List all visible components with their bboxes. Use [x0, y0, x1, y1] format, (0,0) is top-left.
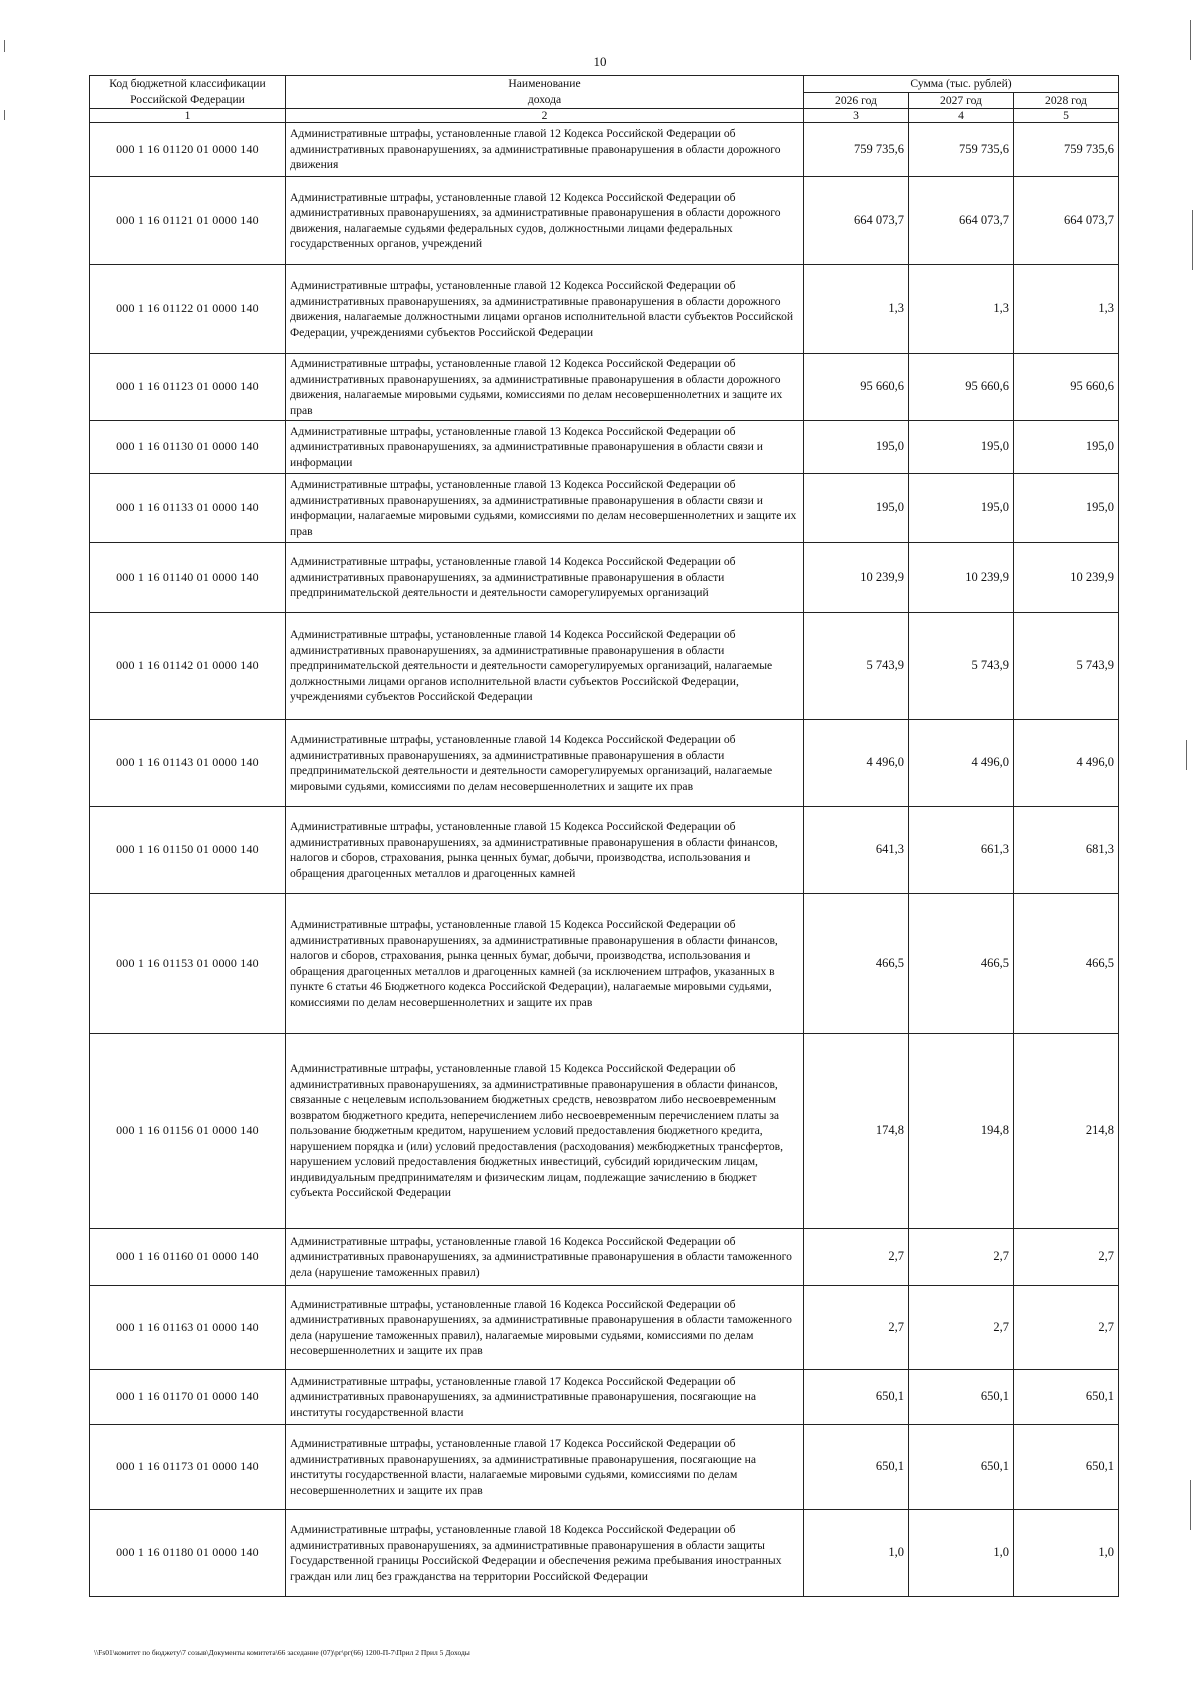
col-number: 2: [286, 109, 804, 123]
row-code: 000 1 16 01121 01 0000 140: [90, 177, 286, 265]
row-value-2027: 10 239,9: [909, 543, 1014, 613]
table-row: [90, 894, 1119, 1034]
row-name: Административные штрафы, установленные главой 13 Кодекса Российской Федерации об административных правонарушениях, за административные правонарушения в области связи и информации: [286, 421, 804, 474]
row-value-2026: 759 735,6: [804, 123, 909, 177]
row-value-2028: 1,3: [1014, 265, 1119, 354]
row-code: 000 1 16 01156 01 0000 140: [90, 1034, 286, 1229]
row-value-2027: 1,3: [909, 265, 1014, 354]
row-code: 000 1 16 01140 01 0000 140: [90, 543, 286, 613]
row-code: 000 1 16 01130 01 0000 140: [90, 421, 286, 474]
row-value-2026: 95 660,6: [804, 354, 909, 421]
row-code: 000 1 16 01133 01 0000 140: [90, 474, 286, 543]
header-year-2026: 2026 год: [804, 92, 909, 109]
row-name: Административные штрафы, установленные главой 16 Кодекса Российской Федерации об административных правонарушениях, за административные правонарушения в области таможенного дела (нарушение таможенных правил), налагаемые мировыми судьями, комиссиями по делам несовершеннолетних и защите их прав: [286, 1286, 804, 1370]
row-name: Административные штрафы, установленные главой 12 Кодекса Российской Федерации об административных правонарушениях, за административные правонарушения в области дорожного движения, налагаемые мировыми судьями, комиссиями по делам несовершеннолетних и защите их прав: [286, 354, 804, 421]
row-name: Административные штрафы, установленные главой 17 Кодекса Российской Федерации об административных правонарушениях, за административные правонарушения, посягающие на институты государственной власти, налагаемые мировыми судьями, комиссиями по делам несовершеннолетних и защите их прав: [286, 1425, 804, 1510]
row-code: 000 1 16 01143 01 0000 140: [90, 720, 286, 807]
header-code: Код бюджетной классификации Российской Федерации: [90, 76, 286, 109]
row-code: 000 1 16 01150 01 0000 140: [90, 807, 286, 894]
header-sum: Сумма (тыс. рублей): [804, 76, 1119, 93]
row-value-2026: 1,0: [804, 1510, 909, 1597]
row-name: Административные штрафы, установленные главой 14 Кодекса Российской Федерации об административных правонарушениях, за административные правонарушения в области предпринимательской деятельности и деятельности саморегулируемых организаций: [286, 543, 804, 613]
row-code: 000 1 16 01180 01 0000 140: [90, 1510, 286, 1597]
row-value-2026: 650,1: [804, 1425, 909, 1510]
table-row: [90, 1286, 1119, 1370]
scan-artifact-right: [1186, 740, 1187, 770]
scan-artifact-right: [1192, 210, 1193, 270]
row-value-2026: 664 073,7: [804, 177, 909, 265]
row-value-2026: 4 496,0: [804, 720, 909, 807]
table-row: [90, 474, 1119, 543]
row-value-2027: 5 743,9: [909, 613, 1014, 720]
row-value-2027: 1,0: [909, 1510, 1014, 1597]
row-value-2027: 664 073,7: [909, 177, 1014, 265]
row-value-2027: 2,7: [909, 1229, 1014, 1286]
header-name-line2: дохода: [527, 92, 562, 106]
row-value-2028: 214,8: [1014, 1034, 1119, 1229]
row-value-2028: 759 735,6: [1014, 123, 1119, 177]
table-row: [90, 123, 1119, 177]
row-value-2026: 10 239,9: [804, 543, 909, 613]
row-code: 000 1 16 01163 01 0000 140: [90, 1286, 286, 1370]
row-value-2026: 650,1: [804, 1370, 909, 1425]
col-number: 3: [804, 109, 909, 123]
table-row: [90, 265, 1119, 354]
row-value-2028: 195,0: [1014, 421, 1119, 474]
row-value-2028: 2,7: [1014, 1229, 1119, 1286]
row-name: Административные штрафы, установленные главой 14 Кодекса Российской Федерации об административных правонарушениях, за административные правонарушения в области предпринимательской деятельности и деятельности саморегулируемых организаций, налагаемые мировыми судьями, комиссиями по делам несовершеннолетних и защите их прав: [286, 720, 804, 807]
row-code: 000 1 16 01170 01 0000 140: [90, 1370, 286, 1425]
row-value-2028: 650,1: [1014, 1370, 1119, 1425]
row-value-2027: 650,1: [909, 1370, 1014, 1425]
row-value-2026: 5 743,9: [804, 613, 909, 720]
scan-artifact-right: [1190, 1480, 1191, 1530]
col-number: 5: [1014, 109, 1119, 123]
row-name: Административные штрафы, установленные главой 15 Кодекса Российской Федерации об административных правонарушениях, за административные правонарушения в области финансов, связанные с нецелевым использованием бюджетных средств, невозвратом либо несвоевременным возвратом бюджетного кредита, неперечислением либо несвоевременным перечислением платы за пользование бюджетным кредитом, нарушением условий предоставления бюджетного кредита, нарушением порядка и (или) условий предоставления (расходования) межбюджетных трансфертов, нарушением условий предоставления бюджетных инвестиций, субсидий юридическим лицам, индивидуальным предпринимателям и физическим лицам, подлежащие зачислению в бюджет субъекта Российской Федерации: [286, 1034, 804, 1229]
row-value-2026: 195,0: [804, 421, 909, 474]
row-code: 000 1 16 01122 01 0000 140: [90, 265, 286, 354]
page-number: 10: [593, 54, 607, 69]
row-code: 000 1 16 01120 01 0000 140: [90, 123, 286, 177]
row-value-2026: 2,7: [804, 1229, 909, 1286]
row-value-2028: 4 496,0: [1014, 720, 1119, 807]
row-value-2027: 650,1: [909, 1425, 1014, 1510]
header-year-2027: 2027 год: [909, 92, 1014, 109]
row-value-2026: 2,7: [804, 1286, 909, 1370]
row-value-2026: 174,8: [804, 1034, 909, 1229]
table-row: [90, 354, 1119, 421]
row-code: 000 1 16 01160 01 0000 140: [90, 1229, 286, 1286]
row-value-2026: 1,3: [804, 265, 909, 354]
row-value-2028: 10 239,9: [1014, 543, 1119, 613]
table-row: [90, 1510, 1119, 1597]
row-name: Административные штрафы, установленные главой 15 Кодекса Российской Федерации об административных правонарушениях, за административные правонарушения в области финансов, налогов и сборов, страхования, рынка ценных бумаг, добычи, производства, использования и обращения драгоценных металлов и драгоценных камней: [286, 807, 804, 894]
row-name: Административные штрафы, установленные главой 17 Кодекса Российской Федерации об административных правонарушениях, за административные правонарушения, посягающие на институты государственной власти: [286, 1370, 804, 1425]
table-row: [90, 1370, 1119, 1425]
table-row: [90, 1229, 1119, 1286]
col-number: 4: [909, 109, 1014, 123]
row-code: 000 1 16 01173 01 0000 140: [90, 1425, 286, 1510]
table-row: [90, 807, 1119, 894]
row-code: 000 1 16 01123 01 0000 140: [90, 354, 286, 421]
row-value-2028: 664 073,7: [1014, 177, 1119, 265]
row-value-2028: 5 743,9: [1014, 613, 1119, 720]
table-row: [90, 543, 1119, 613]
row-value-2027: 466,5: [909, 894, 1014, 1034]
row-value-2027: 4 496,0: [909, 720, 1014, 807]
row-value-2028: 650,1: [1014, 1425, 1119, 1510]
header-name-line1: Наименование: [508, 77, 581, 90]
row-value-2026: 195,0: [804, 474, 909, 543]
row-value-2028: 466,5: [1014, 894, 1119, 1034]
row-value-2027: 95 660,6: [909, 354, 1014, 421]
row-value-2027: 2,7: [909, 1286, 1014, 1370]
row-name: Административные штрафы, установленные главой 12 Кодекса Российской Федерации об административных правонарушениях, за административные правонарушения в области дорожного движения, налагаемые судьями федеральных судов, должностными лицами федеральных государственных органов, учреждений: [286, 177, 804, 265]
col-number: 1: [90, 109, 286, 123]
row-code: 000 1 16 01142 01 0000 140: [90, 613, 286, 720]
budget-table: [89, 75, 1119, 1597]
row-code: 000 1 16 01153 01 0000 140: [90, 894, 286, 1034]
row-name: Административные штрафы, установленные главой 12 Кодекса Российской Федерации об административных правонарушениях, за административные правонарушения в области дорожного движения, налагаемые должностными лицами органов исполнительной власти субъектов Российской Федерации, учреждениями субъектов Российской Федерации: [286, 265, 804, 354]
row-value-2028: 681,3: [1014, 807, 1119, 894]
header-name: [286, 76, 804, 109]
table-row: [90, 613, 1119, 720]
table-row: [90, 1034, 1119, 1229]
row-value-2028: 195,0: [1014, 474, 1119, 543]
row-name: Административные штрафы, установленные главой 14 Кодекса Российской Федерации об административных правонарушениях, за административные правонарушения в области предпринимательской деятельности и деятельности саморегулируемых организаций, налагаемые должностными лицами органов исполнительной власти субъектов Российской Федерации, учреждениями субъектов Российской Федерации: [286, 613, 804, 720]
row-value-2027: 661,3: [909, 807, 1014, 894]
row-name: Административные штрафы, установленные главой 18 Кодекса Российской Федерации об административных правонарушениях, за административные правонарушения в области защиты Государственной границы Российской Федерации и обеспечения режима пребывания иностранных граждан или лиц без гражданства на территории Российской Федерации: [286, 1510, 804, 1597]
table-row: [90, 421, 1119, 474]
file-path-footer: \\Fs01\комитет по бюджету\7 созыв\Документы комитета\66 заседание (07)\рг\рг(66) 1200-П-7\Прил 2 Прил 5 Доходы: [94, 1648, 470, 1657]
header-year-2028: 2028 год: [1014, 92, 1119, 109]
row-value-2028: 1,0: [1014, 1510, 1119, 1597]
scan-artifact-left: [4, 110, 5, 120]
row-name: Административные штрафы, установленные главой 15 Кодекса Российской Федерации об административных правонарушениях, за административные правонарушения в области финансов, налогов и сборов, страхования, рынка ценных бумаг, добычи, производства, использования и обращения драгоценных металлов и драгоценных камней (за исключением штрафов, указанных в пункте 6 статьи 46 Бюджетного кодекса Российской Федерации), налагаемые мировыми судьями, комиссиями по делам несовершеннолетних и защите их прав: [286, 894, 804, 1034]
row-value-2028: 2,7: [1014, 1286, 1119, 1370]
table-row: [90, 1425, 1119, 1510]
row-value-2027: 194,8: [909, 1034, 1014, 1229]
row-value-2026: 641,3: [804, 807, 909, 894]
row-value-2026: 466,5: [804, 894, 909, 1034]
table-row: [90, 177, 1119, 265]
row-name: Административные штрафы, установленные главой 13 Кодекса Российской Федерации об административных правонарушениях, за административные правонарушения в области связи и информации, налагаемые мировыми судьями, комиссиями по делам несовершеннолетних и защите их прав: [286, 474, 804, 543]
row-name: Административные штрафы, установленные главой 12 Кодекса Российской Федерации об административных правонарушениях, за административные правонарушения в области дорожного движения: [286, 123, 804, 177]
row-value-2027: 195,0: [909, 421, 1014, 474]
scan-artifact-left: [4, 40, 5, 52]
row-value-2027: 759 735,6: [909, 123, 1014, 177]
row-name: Административные штрафы, установленные главой 16 Кодекса Российской Федерации об административных правонарушениях, за административные правонарушения в области таможенного дела (нарушение таможенных правил): [286, 1229, 804, 1286]
row-value-2028: 95 660,6: [1014, 354, 1119, 421]
table-row: [90, 720, 1119, 807]
row-value-2027: 195,0: [909, 474, 1014, 543]
